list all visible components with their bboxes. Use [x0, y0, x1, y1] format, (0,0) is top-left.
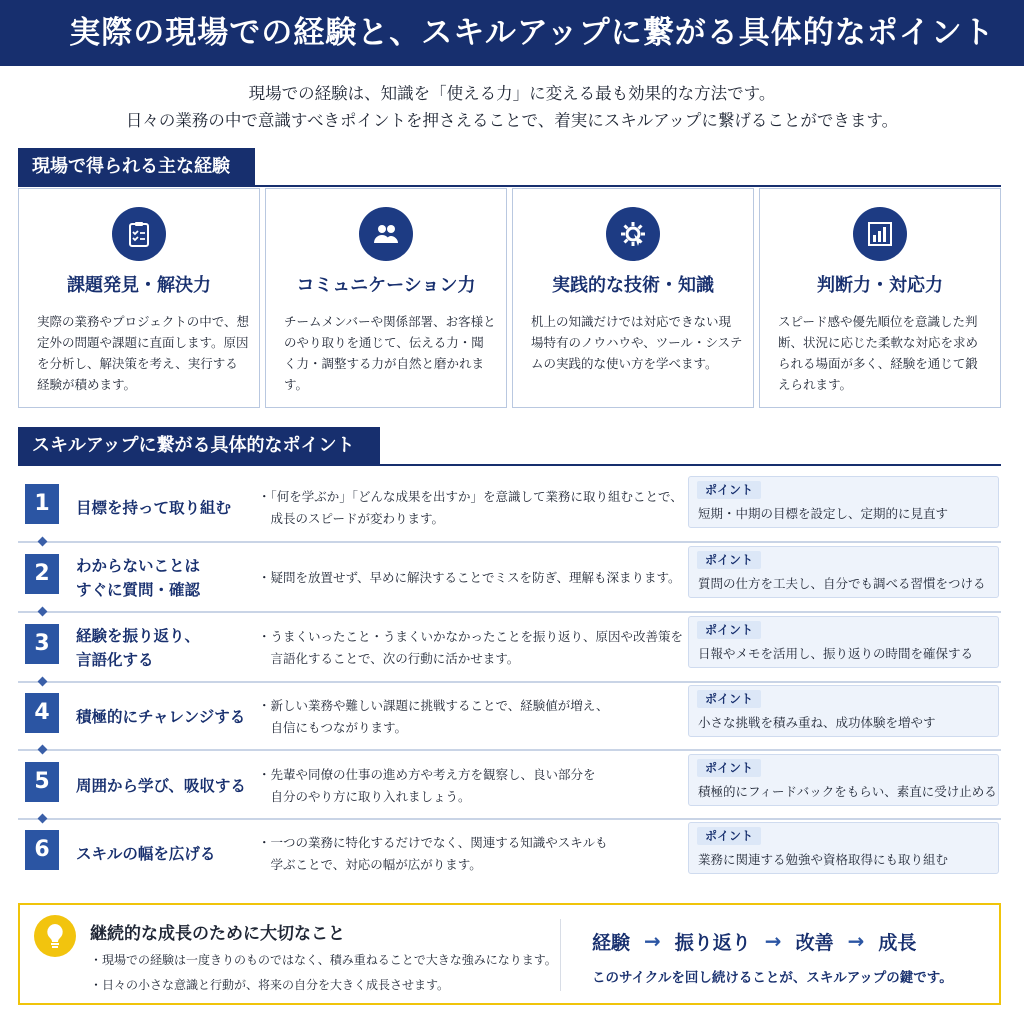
- point-tip-box: [688, 822, 999, 874]
- page-title: 実際の現場での経験と、スキルアップに繋がる具体的なポイント: [69, 15, 995, 51]
- point-tip-text: 日報やメモを活用し、振り返りの時間を確保する: [698, 646, 974, 661]
- intro-line-2: 日々の業務の中で意識すべきポイントを押さえることで、着実にスキルアップに繋げることができます。: [125, 111, 899, 130]
- point-title: 積極的にチャレンジする: [76, 708, 246, 726]
- point-title: スキルの幅を広げる: [76, 845, 216, 863]
- point-description: ・「何を学ぶか」「どんな成果を出すか」を意識して業務に取り組むことで、 成長のスピードが変わります。: [258, 489, 683, 526]
- section-divider: [18, 185, 1001, 187]
- point-tip-box: [688, 476, 999, 528]
- clipboard-checklist-icon: [112, 207, 166, 261]
- point-tip-box: [688, 616, 999, 668]
- header-bar: [0, 0, 1024, 66]
- cycle-step: 成長: [878, 931, 917, 954]
- point-label: ポイント: [697, 759, 761, 777]
- point-label: ポイント: [697, 690, 761, 708]
- point-row-5: [18, 752, 1001, 820]
- cycle-step: 改善: [795, 931, 834, 954]
- intro-text: [0, 80, 1024, 134]
- point-number: 6: [25, 830, 59, 870]
- point-description: ・疑問を放置せず、早めに解決することでミスを防ぎ、理解も深まります。: [258, 570, 681, 585]
- point-description: ・新しい業務や難しい課題に挑戦することで、経験値が増え、 自信にもつながります。: [258, 698, 609, 735]
- card-description: スピード感や優先順位を意識した判断、状況に応じた柔軟な対応を求められる場面が多く、経験を通じて鍛えられます。: [778, 314, 979, 392]
- point-row-4: [18, 683, 1001, 751]
- point-tip-text: 小さな挑戦を積み重ね、成功体験を増やす: [698, 715, 936, 730]
- growth-cycle: [592, 927, 916, 955]
- arrow-right-icon: →: [644, 929, 661, 953]
- cycle-step: 振り返り: [674, 931, 751, 954]
- summary-box: [18, 903, 1001, 1005]
- point-tip-box: [688, 754, 999, 806]
- point-description: ・うまくいったこと・うまくいかなかったことを振り返り、原因や改善策を 言語化することで、次の行動に活かせます。: [258, 629, 684, 666]
- card-title: 実践的な技術・知識: [552, 275, 714, 296]
- summary-title: 継続的な成長のために大切なこと: [90, 924, 345, 944]
- experience-card-problem-solving: [18, 188, 260, 408]
- experience-card-practical-skills: [512, 188, 754, 408]
- point-tip-box: [688, 546, 999, 598]
- card-description: チームメンバーや関係部署、お客様とのやり取りを通じて、伝える力・聞く力・調整する力が自然と磨かれます。: [284, 314, 496, 392]
- point-label: ポイント: [697, 827, 761, 845]
- point-label: ポイント: [697, 621, 761, 639]
- point-tip-text: 質問の仕方を工夫し、自分でも調べる習慣をつける: [698, 576, 986, 591]
- point-tip-text: 積極的にフィードバックをもらい、素直に受け止める: [698, 784, 997, 799]
- point-tip-text: 短期・中期の目標を設定し、定期的に見直す: [698, 506, 949, 521]
- point-number: 4: [25, 693, 59, 733]
- cycle-step: 経験: [592, 931, 631, 954]
- point-row-6: [18, 820, 1001, 888]
- point-title: わからないことは すぐに質問・確認: [76, 557, 201, 599]
- point-tip-text: 業務に関連する勉強や資格取得にも取り組む: [698, 852, 949, 867]
- team-people-icon: [359, 207, 413, 261]
- arrow-right-icon: →: [847, 929, 865, 953]
- point-row-2: [18, 544, 1001, 612]
- point-title: 周囲から学び、吸収する: [76, 777, 246, 795]
- experience-card-judgment: [759, 188, 1001, 408]
- card-description: 実際の業務やプロジェクトの中で、想定外の問題や課題に直面します。原因を分析し、解決策を考え、実行する経験が積めます。: [37, 314, 250, 392]
- point-label: ポイント: [697, 481, 761, 499]
- point-description: ・先輩や同僚の仕事の進め方や考え方を観察し、良い部分を 自分のやり方に取り入れましょう。: [258, 767, 596, 804]
- point-label: ポイント: [697, 551, 761, 569]
- bar-chart-icon: [853, 207, 907, 261]
- section-title-experience: 現場で得られる主な経験: [18, 148, 255, 186]
- gear-pointer-icon: [606, 207, 660, 261]
- point-number: 5: [25, 762, 59, 802]
- summary-bullet: ・現場での経験は一度きりのものではなく、積み重ねることで大きな強みになります。: [90, 953, 557, 967]
- point-number: 1: [25, 484, 59, 524]
- point-number: 2: [25, 554, 59, 594]
- card-title: 課題発見・解決力: [67, 275, 211, 296]
- row-divider: [18, 541, 1001, 543]
- row-divider: [18, 611, 1001, 613]
- experience-card-communication: [265, 188, 507, 408]
- point-title: 経験を振り返り、 言語化する: [76, 627, 201, 669]
- card-title: コミュニケーション力: [296, 275, 476, 296]
- cycle-note: このサイクルを回し続けることが、スキルアップの鍵です。: [592, 970, 953, 986]
- row-divider: [18, 749, 1001, 751]
- lightbulb-icon: [34, 915, 76, 957]
- card-description: 机上の知識だけでは対応できない現場特有のノウハウや、ツール・システムの実践的な使い方を学べます。: [531, 314, 743, 371]
- arrow-right-icon: →: [764, 929, 782, 953]
- section-title-points: スキルアップに繋がる具体的なポイント: [18, 427, 380, 465]
- summary-bullet: ・日々の小さな意識と行動が、将来の自分を大きく成長させます。: [90, 978, 450, 992]
- summary-divider: [560, 919, 561, 991]
- card-title: 判断力・対応力: [817, 275, 943, 296]
- point-number: 3: [25, 624, 59, 664]
- point-tip-box: [688, 685, 999, 737]
- intro-line-1: 現場での経験は、知識を「使える力」に変える最も効果的な方法です。: [248, 84, 776, 103]
- point-row-3: [18, 614, 1001, 682]
- point-title: 目標を持って取り組む: [76, 499, 232, 517]
- section-divider: [18, 464, 1001, 466]
- point-description: ・一つの業務に特化するだけでなく、関連する知識やスキルも 学ぶことで、対応の幅が広がります。: [258, 835, 608, 872]
- point-row-1: [18, 474, 1001, 542]
